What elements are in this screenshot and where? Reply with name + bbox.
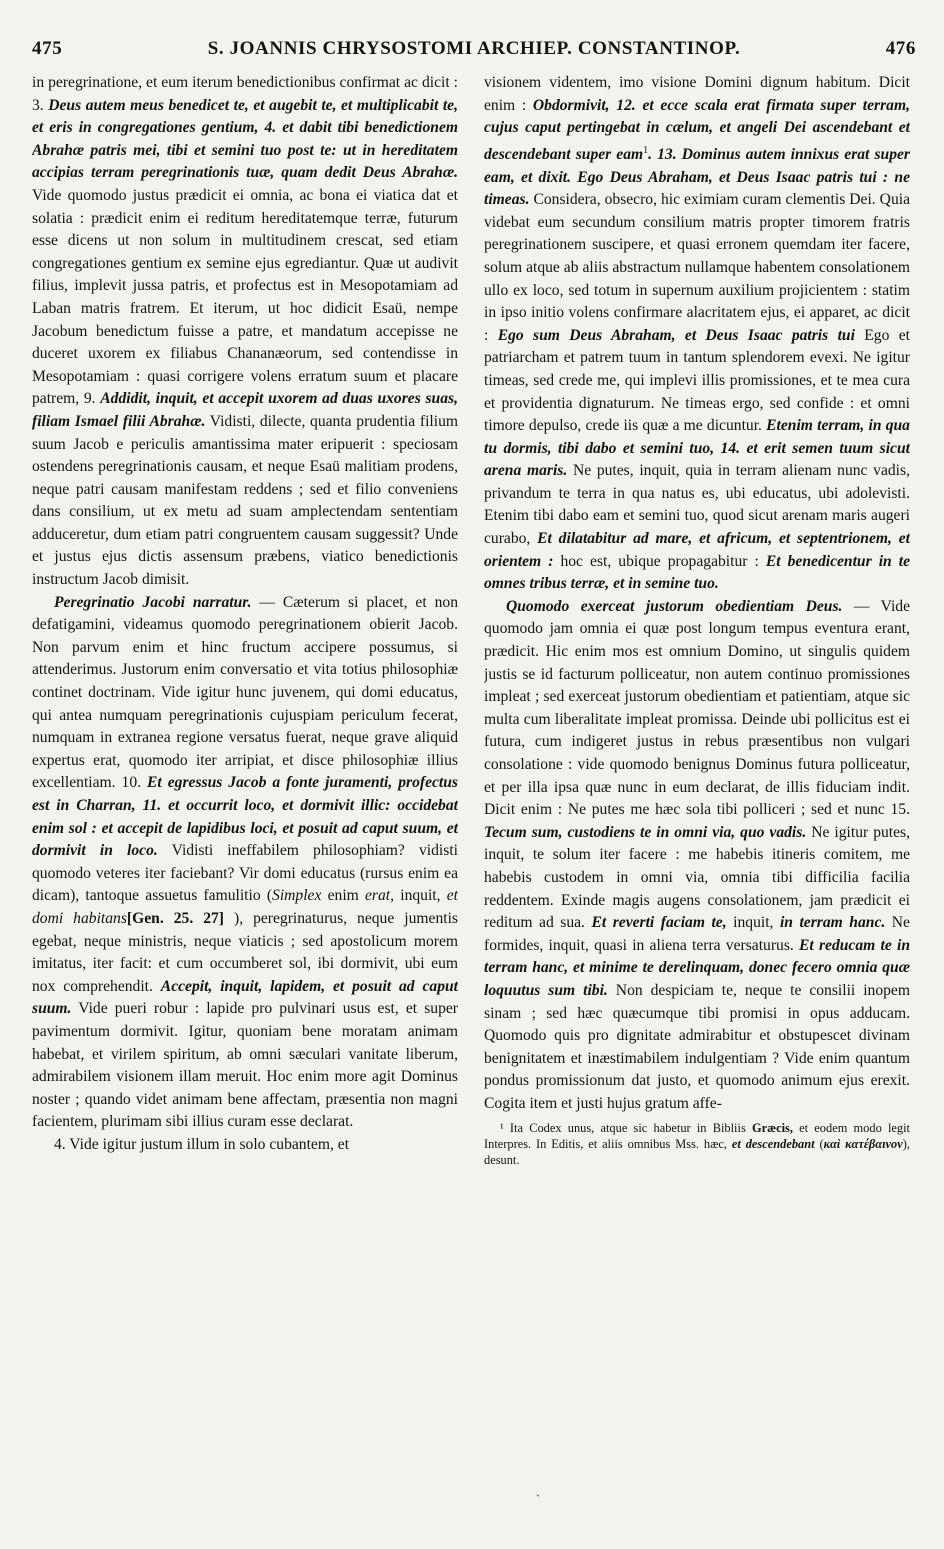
right-paragraph-1: visionem videntem, imo visione Domini dignum habitum. Dicit enim : Obdormivit, 12. et ecce scala erat firmata super terram, cujus caput pertingebat in cælum, et angeli Dei ascendebant et descendebant super eam$^1$. 13. Dominus autem innixus erat super eam, et dixit. Ego Deus Abraham, et Deus Isaac patris tui : ne timeas. Considera, obsecro, hic eximiam curam clementis Dei. Quia videbat eum secundum consilium matris propter timorem fratris peregrinationem suscipere, et quasi erronem quemdam iter facere, solum atque ab aliis abstractum nullamque habentem consolationem ullo ex loco, sed totum in supernum auxilium projicientem : statim in ipso initio volens confirmare alacritatem ejus, ei apparet, ac dicit : Ego sum Deus Abraham, et Deus Isaac patris tui Ego et patriarcham et patrem tuum in tantum splendorem evexi. Ne igitur timeas, sed crede me, qui implevi illis promissiones, et te mea cura et providentia dignaturum. Ne timeas ergo, sed confide : et omni timore depulso, crede iis quæ a me dicuntur. Etenim terram, in qua tu dormis, tibi dabo et semini tuo, 14. et erit semen tuum sicut arena maris. Ne putes, inquit, quia in terram alienam nunc vadis, privandum te terra in qua natus es, ubi educatus, ubi adolevisti. Etenim tibi dabo eam et semini tuo, quod sicut arenam maris augeri curabo, Et dilatabitur ad mare, et africum, et septentrionem, et orientem : hoc est, ubique propagabitur : Et benedicentur in te omnes tribus terræ, et in semine tuo.: [484, 74, 910, 593]
section-title: Peregrinatio Jacobi narratur.: [54, 593, 252, 611]
left-column: [32, 72, 458, 1512]
greek-text: καὶ κατέβαινον: [823, 1136, 903, 1151]
scripture-reference: [Gen. 25. 27]: [126, 909, 224, 927]
right-column: [484, 72, 910, 1512]
left-paragraph-3: 4. Vide igitur justum illum in solo cubantem, et: [54, 1135, 350, 1153]
page-number-left: 475: [32, 38, 63, 59]
page-number-right: 476: [885, 38, 916, 59]
right-paragraph-2: Quomodo exerceat justorum obedientiam Deus. — Vide quomodo jam omnia ei quæ post longum tempus eventura erant, prædicit. Hic enim mos est omnium Domino, ut singulis quidem justis se id facturum polliceatur, non autem continuo promissiones impleat ; sed exerceat justorum obedientiam et patientiam, atque sic multa cum liberalitate impleat promissa. Deinde ubi pollicitus est ei futura, cum indigeret justus in rebus præsentibus non vulgari consolatione : vide quomodo benignus Dominus futura polliceatur, et per illa ipsa quæ nunc in eum declarat, de illis fiduciam indit. Dicit enim : Ne putes me hæc sola tibi polliceri ; sed et nunc 15. Tecum sum, custodiens te in omni via, quo vadis. Ne igitur putes, inquit, te solum iter facere : me habebis itineris comitem, me habebis custodem in omni via, omnia tibi difficilia facilia reddentem. Exinde magis augens consolationem, jam prædicit ei reditum ad sua. Et reverti faciam te, inquit, in terram hanc. Ne formides, inquit, quasi in aliena terra versaturus. Et reducam te in terram hanc, et minime te derelinquam, donec fecero omnia quæ loquutus sum tibi. Non despiciam te, neque te consilii inopem sinam ; sed hæc quæcumque tibi promisi in opus adducam. Quomodo quis pro dignitate admirabitur et obstupescet divinam benignitatem et inæstimabilem indulgentiam ? Vide enim quantum pondus promissionum dat justo, et quomodo animum ejus erexit. Cogita item et justi hujus gratum affe-: [484, 597, 910, 1112]
page-header: [32, 38, 916, 68]
left-paragraph-1: in peregrinatione, et eum iterum benedictionibus confirmat ac dicit : 3. Deus autem meus benedicet te, et augebit te, et multiplicabit te, et eris in congregationes gentium, 4. et dabit tibi benedictionem Abrahæ patris mei, tibi et semini tuo post te: ut in hereditatem accipias terram peregrinationis tuæ, quam dedit Deus Abrahæ. Vide quomodo justus prædicit ei omnia, ac bona ei viatica dat et solatia : prædicit enim ei reditum hereditatemque terræ, futurum esse dicens ut non solum in multitudinem crescat, sed etiam congregationes gentium ex semine ejus egrediantur. Quæ ut audivit filius, implevit jussa patris, et profectus est in Mesopotamiam ad Laban matris fratrem. Et iterum, ut hoc didicit Esaü, nempe Jacobum benedictum fuisse a patre, et mandatum accepisse ne duceret uxorem ex filiabus Chananæorum, sed contendisse in Mesopotamiam : quasi corrigere volens erratum suum et placare patrem, 9. Addidit, inquit, et accepit uxorem ad duas uxores suas, filiam Ismael filii Abrahæ. Vidisti, dilecte, quanta prudentia filium suum Jacob e periculis amantissima mater eripuerit : speciosam ostendens peregrinationis causam, et neque Esaü malitiam prodens, neque patri causam manifestam reddens ; sed et filio conveniens dans consilium, ut ex metu ad suam amplectendam sententiam adduceretur, dum etiam patri congruentem causam suggessit? Unde et justus ejus dictis assensum præbens, viatico benedictionis instructum Jacob dimisit.: [32, 74, 458, 589]
section-title: Quomodo exerceat justorum obedientiam Deus.: [506, 597, 843, 615]
footnote: ¹ Ita Codex unus, atque sic habetur in Bibliis Græcis, et eodem modo legit Interpres. In Editis, et aliis omnibus Mss. hæc, et descendebant (καὶ κατέβαινον), desunt.: [484, 1120, 910, 1167]
running-head: S. JOANNIS CHRYSOSTOMI ARCHIEP. CONSTANTINOP.: [207, 38, 741, 59]
left-paragraph-2: Peregrinatio Jacobi narratur. — Cæterum si placet, et non defatigamini, videamus quomodo peregrinationem obierit Jacob. Non parvum enim et hinc fructum accipere possumus, si attenderimus. Justorum enim conversatio et vita totius philosophiæ continet doctrinam. Vide igitur hunc juvenem, qui domi educatus, qui antea numquam peregrinationis cujuspiam periculum fecerat, numquam in extranea regione versatus fuerat, neque grave aliquid expertus erat, quomodo iter arripiat, et disce philosophiæ illius excellentiam. 10. Et egressus Jacob a fonte juramenti, profectus est in Charran, 11. et occurrit loco, et dormivit illic: occidebat enim sol : et accepit de lapidibus loci, et posuit ad caput suum, et dormivit in loco. Vidisti ineffabilem philosophiam? vidisti quomodo veteres iter faciebant? Vir domi educatus (rursus enim ea dicam), tantoque assuetus famulitio (Simplex enim erat, inquit, et domi habitans[Gen. 25. 27] ), peregrinaturus, neque jumentis egebat, neque ministris, neque viaticis ; sed apostolicum morem imitatus, iter facit: et cum occumberet sol, ibi dormivit, ubi eum nox comprehendit. Accepit, inquit, lapidem, et posuit ad caput suum. Vide pueri robur : lapide pro pulvinari usus est, et super pavimentum dormivit. Igitur, quoniam bene moratam animam habebat, et virilem spiritum, ab omni sæculari vanitate liberum, admirabilem visionem illam meruit. Hoc enim more agit Dominus noster ; quando videt animam bene affectam, præsentia non magni facientem, plurimam sibi illius curam esse declarat.: [32, 593, 458, 1131]
footnote-reference: 1: [643, 144, 649, 156]
bottom-mark: `: [536, 1492, 540, 1506]
